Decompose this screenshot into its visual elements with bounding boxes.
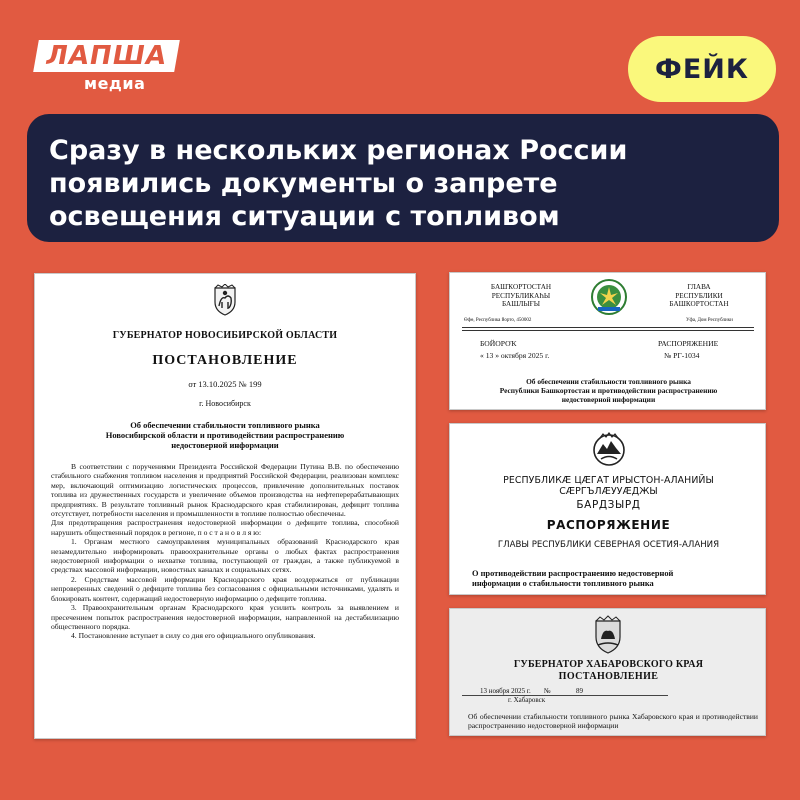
lapsha-media-logo <box>36 40 176 96</box>
document-kind-russian: РАСПОРЯЖЕНИЕ <box>658 339 719 348</box>
document-date: « 13 » октября 2025 г. <box>480 351 550 360</box>
fake-badge: ФЕЙК <box>628 36 776 102</box>
document-city: г. Новосибирск <box>199 399 251 408</box>
headline <box>27 114 779 242</box>
document-north-ossetia <box>449 423 766 595</box>
date-rule <box>462 695 668 696</box>
subject-line: О противодействии распространению недостоверной <box>472 569 674 578</box>
bashkortostan-emblem-icon <box>590 277 628 317</box>
document-date: 13 ноября 2025 г. <box>480 687 531 695</box>
document-title: ПОСТАНОВЛЕНИЕ <box>152 353 298 368</box>
body-paragraph: 1. Органам местного самоуправления муниципальных образований Краснодарского края незамедлительно информировать правоохранительные органы о любых фактах распространения недостоверной информации о нехватке топлива, поступающей от граждан, а также публикуемой в средствах массовой информации, новостных каналах и социальных сетях. <box>51 537 399 575</box>
header-line: БАШҠОРТОСТАН <box>490 283 552 291</box>
header-line: РЕСПУБЛИКИ <box>675 291 723 300</box>
novosibirsk-coat-of-arms-icon <box>212 284 238 316</box>
header-line: РЕСПУБЛИКАҺЫ <box>491 291 551 300</box>
subject-line: Об обеспечении стабильности топливного рынка <box>526 377 691 386</box>
subject-line: Об обеспечении стабильности топливного рынка <box>130 420 320 430</box>
address-right: Уфа, Дом Республики <box>686 318 733 323</box>
subject-line: недостоверной информации <box>171 440 279 450</box>
header-line: БАШЛЫҒЫ <box>501 300 541 309</box>
body-paragraph: 4. Постановление вступает в силу со дня его официального опубликования. <box>71 631 316 641</box>
document-city: г. Хабаровск <box>508 696 546 704</box>
subject-line: Новосибирской области и противодействии распространению <box>105 430 345 440</box>
header-line: БАШКОРТОСТАН <box>669 300 729 309</box>
document-title: РАСПОРЯЖЕНИЕ <box>546 518 671 532</box>
document-bashkortostan <box>449 272 766 410</box>
headline-line: Сразу в нескольких регионах России <box>49 135 628 166</box>
logo-text: ЛАПША <box>33 40 179 72</box>
republic-title: РЕСПУБЛИКÆ ЦÆГАТ ИРЫСТОН-АЛАНИЙЫ СÆРГЪЛÆУУÆДЖЫ <box>503 475 714 497</box>
logo-subtext: медиа <box>84 74 146 93</box>
body-paragraph: 2. Средствам массовой информации Краснодарского края воздержаться от публикации непроверенных сведений о дефиците топлива без согласования с официальными источниками, удалять и блокировать контент, содержащий недостоверную информацию о дефиците топлива. <box>51 574 399 603</box>
khabarovsk-coat-of-arms-icon <box>593 615 623 655</box>
document-subject <box>472 569 757 589</box>
north-ossetia-emblem-icon <box>592 430 626 470</box>
headline-line: освещения ситуации с топливом <box>49 201 560 232</box>
header-rule <box>462 327 754 331</box>
governor-title: ГУБЕРНАТОР НОВОСИБИРСКОЙ ОБЛАСТИ <box>112 330 338 341</box>
governor-title: ГУБЕРНАТОР ХАБАРОВСКОГО КРАЯ <box>513 659 704 670</box>
document-body <box>51 462 399 641</box>
document-kind-bashkir: БОЙОРОҠ <box>480 339 517 348</box>
number-label: № <box>544 687 551 695</box>
header-left <box>462 283 580 309</box>
body-paragraph: Для предотвращения распространения недостоверной информации о дефиците топлива, способной нарушить общественный порядок в регионе, п о с т а н о в л я ю: <box>51 518 399 537</box>
body-paragraph: В соответствии с поручениями Президента Российской Федерации Путина В.В. по обеспечению стабильного снабжения топливом населения и предприятий Российской Федерации, реализован комплекс мер, включающий оптимизацию логистических процессов, привлечение дополнительных поставок топлива из дружественных государств и увеличение объемов производства на нефтеперерабатывающих предприятиях. В результате топливный рынок Краснодарского края стабилизирован, дефицит топлива отсутствует, потребности населения и промышленности в топливе полностью обеспечены. <box>51 462 399 519</box>
document-novosibirsk <box>34 273 416 739</box>
document-subject <box>51 420 399 450</box>
header-line: ГЛАВА <box>687 283 711 291</box>
header-right <box>640 283 758 309</box>
subject-line: недостоверной информации <box>561 395 656 404</box>
document-khabarovsk <box>449 608 766 736</box>
subject-line: информации о стабильности топливного рынка <box>472 579 654 588</box>
document-number: № РГ-1034 <box>664 351 700 360</box>
document-title: ПОСТАНОВЛЕНИЕ <box>558 671 659 682</box>
body-paragraph: 3. Правоохранительным органам Краснодарского края усилить контроль за выявлением и пресечением попыток распространения недостоверной информации, направленной на дестабилизацию общественного порядка. <box>51 603 399 631</box>
document-date-number: от 13.10.2025 № 199 <box>188 379 262 389</box>
document-kind-ossetian: БАРДЗЫРД <box>576 499 641 511</box>
address-left: Өфө, Республика йорто, 450002 <box>464 318 532 323</box>
subject-line: Республики Башкортостан и противодействии распространению <box>499 386 718 395</box>
headline-line: появились документы о запрете <box>49 168 558 199</box>
issuer: ГЛАВЫ РЕСПУБЛИКИ СЕВЕРНАЯ ОСЕТИЯ-АЛАНИЯ <box>497 540 720 550</box>
document-number: 89 <box>576 687 583 695</box>
document-subject <box>460 377 757 404</box>
document-subject: Об обеспечении стабильности топливного рынка Хабаровского края и противодействии распространению недостоверной информации <box>468 712 758 730</box>
